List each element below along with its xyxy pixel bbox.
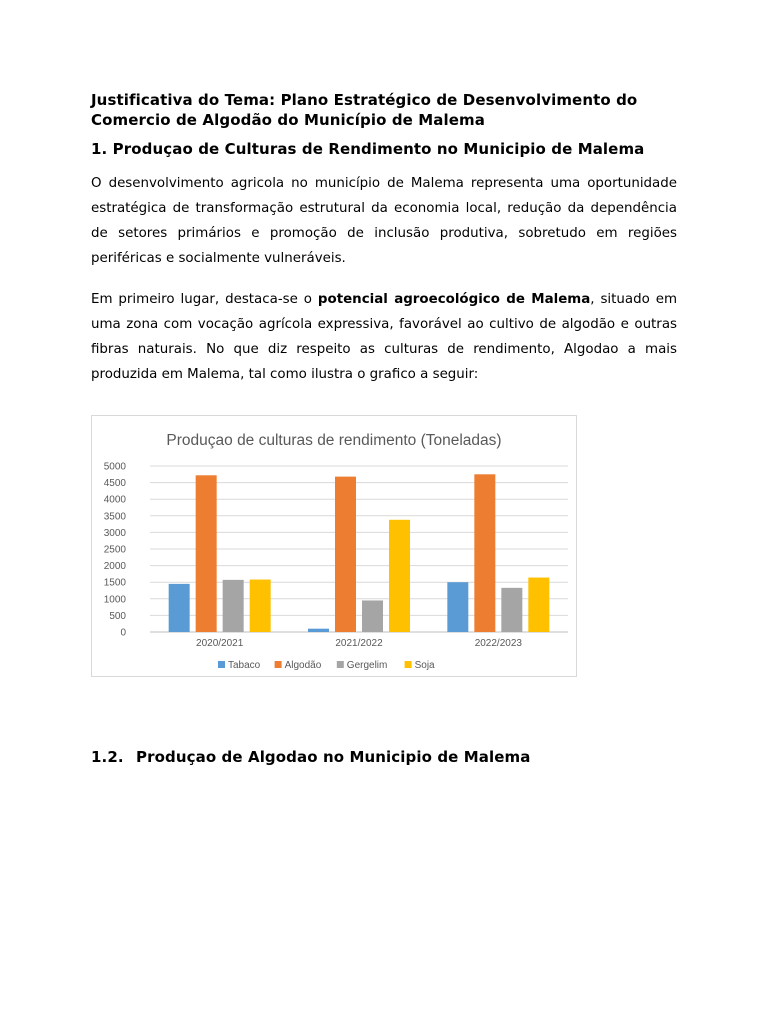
legend-label: Tabaco	[228, 660, 261, 671]
x-category-label: 2021/2022	[335, 638, 383, 649]
bar-tabaco-2	[308, 629, 329, 632]
legend-label: Gergelim	[346, 660, 388, 671]
bar-gergelim-2	[362, 600, 383, 632]
y-tick-label: 2000	[103, 561, 126, 573]
chart-title: Produçao de culturas de rendimento (Toneladas)	[166, 432, 502, 449]
y-tick-label: 500	[109, 610, 126, 622]
paragraph-intro: O desenvolvimento agricola no município de Malema representa uma oportunidade estratégica de transformação estrutural da economia local, redução da dependência de setores primários e promoção de inclusão produtiva, sobretudo em regiões periféricas e socialmente vulneráveis.	[91, 176, 677, 266]
bar-algodo-1	[196, 475, 217, 632]
document-title: Justificativa do Tema: Plano Estratégico de Desenvolvimento do Comercio de Algodão do Município de Malema	[91, 91, 638, 129]
section-heading-1: 1. Produçao de Culturas de Rendimento no Municipio de Malema	[91, 140, 645, 158]
section-number: 1.2.	[91, 748, 124, 766]
crop-production-chart	[91, 415, 577, 677]
bar-soja-2	[389, 520, 410, 632]
bar-algodo-3	[474, 474, 495, 632]
paragraph-potential	[91, 287, 677, 387]
y-tick-label: 4500	[103, 478, 126, 490]
bar-tabaco-1	[169, 584, 190, 632]
y-tick-label: 2500	[103, 544, 126, 556]
legend-label: Soja	[414, 660, 435, 671]
y-tick-label: 3500	[103, 511, 126, 523]
bar-soja-3	[528, 578, 549, 632]
legend-swatch	[218, 661, 225, 668]
section-title: Produçao de Algodao no Municipio de Malema	[136, 748, 531, 766]
legend-swatch	[275, 661, 282, 668]
legend-label: Algodão	[284, 660, 322, 671]
legend-swatch	[405, 661, 412, 668]
y-tick-label: 1500	[103, 577, 126, 589]
x-category-label: 2022/2023	[474, 638, 522, 649]
bar-gergelim-1	[223, 580, 244, 632]
y-tick-label: 5000	[103, 461, 126, 473]
y-tick-label: 4000	[103, 494, 126, 506]
bar-algodo-2	[335, 477, 356, 632]
chart-svg	[92, 416, 576, 676]
document-body	[91, 90, 677, 387]
paragraph-potential-bold: potencial agroecológico de Malema	[317, 292, 591, 307]
section-heading-1-2	[91, 747, 531, 767]
y-tick-label: 3000	[103, 527, 126, 539]
legend-swatch	[337, 661, 344, 668]
paragraph-potential-start: Em primeiro lugar, destaca-se o	[91, 292, 318, 307]
paragraph-potential-end: , situado em uma zona com vocação agrícola expressiva, favorável ao cultivo de algodão e outras fibras naturais. No que diz respeito as culturas de rendimento, Algodao a mais produzida em Malema, tal como ilustra o grafico a seguir:	[91, 292, 677, 382]
y-tick-label: 0	[120, 627, 126, 639]
x-category-label: 2020/2021	[196, 638, 244, 649]
y-tick-label: 1000	[103, 594, 126, 606]
bar-gergelim-3	[501, 588, 522, 632]
bar-tabaco-3	[447, 582, 468, 632]
bar-soja-1	[250, 580, 271, 632]
